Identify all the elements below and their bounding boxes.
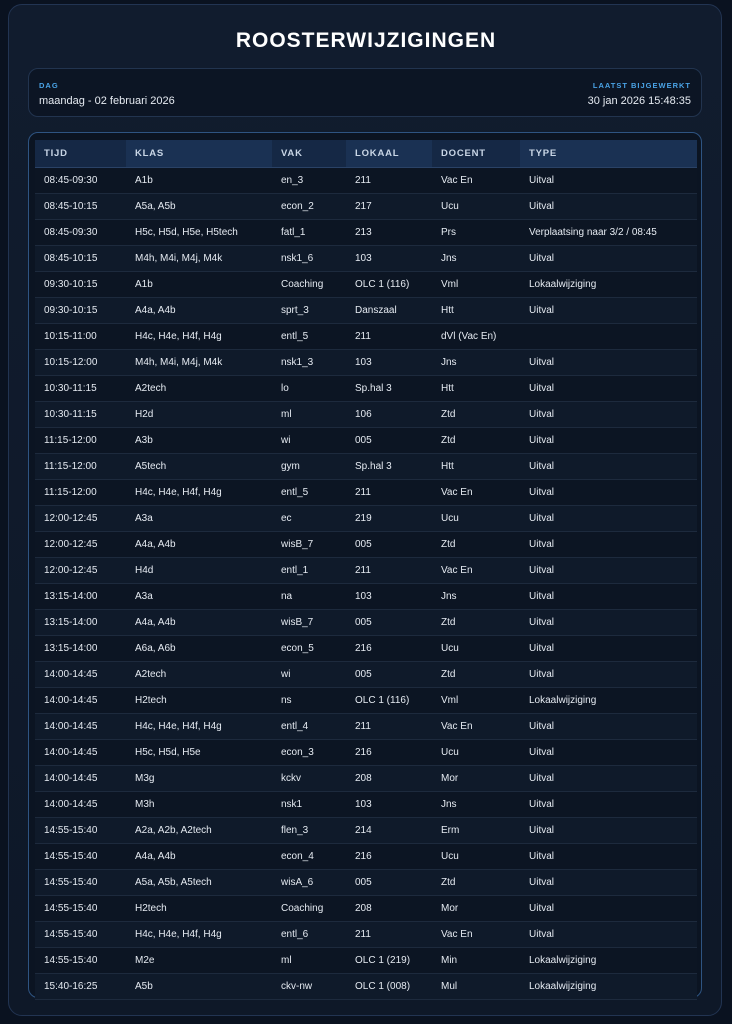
cell-docent: Ztd xyxy=(432,428,520,454)
table-row xyxy=(35,688,697,714)
cell-type: Uitval xyxy=(520,636,697,662)
cell-type: Uitval xyxy=(520,376,697,402)
table-row xyxy=(35,402,697,428)
cell-type: Uitval xyxy=(520,584,697,610)
cell-type xyxy=(520,324,697,350)
cell-docent: Ztd xyxy=(432,662,520,688)
cell-tijd: 08:45-10:15 xyxy=(35,246,126,272)
cell-docent: Mor xyxy=(432,896,520,922)
cell-vak: Coaching xyxy=(272,272,346,298)
table-row xyxy=(35,922,697,948)
cell-docent: Ucu xyxy=(432,740,520,766)
table-row xyxy=(35,636,697,662)
cell-klas: A4a, A4b xyxy=(126,298,272,324)
cell-klas: M3g xyxy=(126,766,272,792)
cell-vak: wisB_7 xyxy=(272,532,346,558)
cell-tijd: 09:30-10:15 xyxy=(35,272,126,298)
cell-docent: Jns xyxy=(432,246,520,272)
cell-vak: en_3 xyxy=(272,168,346,194)
table-row xyxy=(35,480,697,506)
day-value: maandag - 02 februari 2026 xyxy=(39,95,175,107)
cell-klas: A4a, A4b xyxy=(126,844,272,870)
cell-klas: M3h xyxy=(126,792,272,818)
cell-vak: ec xyxy=(272,506,346,532)
cell-type: Uitval xyxy=(520,792,697,818)
cell-klas: A3a xyxy=(126,506,272,532)
cell-klas: H5c, H5d, H5e xyxy=(126,740,272,766)
cell-vak: wisA_6 xyxy=(272,870,346,896)
cell-lokaal: 106 xyxy=(346,402,432,428)
cell-klas: H4c, H4e, H4f, H4g xyxy=(126,714,272,740)
cell-docent: Jns xyxy=(432,792,520,818)
cell-docent: Ztd xyxy=(432,402,520,428)
cell-docent: Jns xyxy=(432,350,520,376)
cell-vak: flen_3 xyxy=(272,818,346,844)
cell-docent: Vac En xyxy=(432,558,520,584)
cell-tijd: 13:15-14:00 xyxy=(35,636,126,662)
cell-vak: nsk1 xyxy=(272,792,346,818)
table-row xyxy=(35,610,697,636)
cell-vak: Coaching xyxy=(272,896,346,922)
day-block xyxy=(39,81,175,107)
table-row xyxy=(35,974,697,1000)
table-row xyxy=(35,246,697,272)
cell-docent: Mor xyxy=(432,766,520,792)
cell-docent: dVl (Vac En) xyxy=(432,324,520,350)
cell-docent: Prs xyxy=(432,220,520,246)
cell-lokaal: 217 xyxy=(346,194,432,220)
table-row xyxy=(35,454,697,480)
cell-tijd: 14:00-14:45 xyxy=(35,766,126,792)
cell-klas: A5a, A5b, A5tech xyxy=(126,870,272,896)
cell-docent: Htt xyxy=(432,454,520,480)
cell-lokaal: 216 xyxy=(346,740,432,766)
cell-tijd: 08:45-09:30 xyxy=(35,168,126,194)
cell-lokaal: 211 xyxy=(346,480,432,506)
cell-klas: H4d xyxy=(126,558,272,584)
cell-type: Uitval xyxy=(520,454,697,480)
cell-klas: A6a, A6b xyxy=(126,636,272,662)
cell-type: Lokaalwijziging xyxy=(520,948,697,974)
cell-tijd: 14:55-15:40 xyxy=(35,818,126,844)
cell-tijd: 10:15-11:00 xyxy=(35,324,126,350)
cell-vak: gym xyxy=(272,454,346,480)
table-row xyxy=(35,870,697,896)
cell-docent: Vml xyxy=(432,272,520,298)
cell-docent: Ucu xyxy=(432,506,520,532)
cell-docent: Ztd xyxy=(432,532,520,558)
table-row xyxy=(35,350,697,376)
cell-docent: Mul xyxy=(432,974,520,1000)
cell-tijd: 09:30-10:15 xyxy=(35,298,126,324)
updated-block xyxy=(588,81,691,107)
cell-klas: H4c, H4e, H4f, H4g xyxy=(126,324,272,350)
cell-tijd: 10:30-11:15 xyxy=(35,376,126,402)
cell-tijd: 14:00-14:45 xyxy=(35,714,126,740)
table-row xyxy=(35,766,697,792)
cell-type: Uitval xyxy=(520,922,697,948)
cell-tijd: 14:00-14:45 xyxy=(35,740,126,766)
cell-lokaal: 005 xyxy=(346,532,432,558)
cell-type: Uitval xyxy=(520,766,697,792)
table-row xyxy=(35,584,697,610)
cell-docent: Vac En xyxy=(432,922,520,948)
cell-vak: ns xyxy=(272,688,346,714)
cell-docent: Htt xyxy=(432,298,520,324)
cell-type: Uitval xyxy=(520,558,697,584)
cell-type: Uitval xyxy=(520,714,697,740)
column-header-klas: KLAS xyxy=(126,140,272,168)
cell-lokaal: 208 xyxy=(346,766,432,792)
table-row xyxy=(35,194,697,220)
cell-lokaal: 211 xyxy=(346,324,432,350)
updated-value: 30 jan 2026 15:48:35 xyxy=(587,95,691,107)
cell-klas: H4c, H4e, H4f, H4g xyxy=(126,480,272,506)
cell-lokaal: Sp.hal 3 xyxy=(346,454,432,480)
table-row xyxy=(35,714,697,740)
cell-klas: A2tech xyxy=(126,376,272,402)
cell-vak: ckv-nw xyxy=(272,974,346,1000)
cell-type: Uitval xyxy=(520,870,697,896)
cell-vak: entl_1 xyxy=(272,558,346,584)
cell-docent: Vac En xyxy=(432,714,520,740)
cell-type: Uitval xyxy=(520,662,697,688)
cell-type: Uitval xyxy=(520,168,697,194)
day-label: DAG xyxy=(39,81,59,90)
table-row xyxy=(35,220,697,246)
cell-tijd: 13:15-14:00 xyxy=(35,584,126,610)
table-row xyxy=(35,168,697,194)
cell-vak: ml xyxy=(272,948,346,974)
table-row xyxy=(35,532,697,558)
column-header-vak: VAK xyxy=(272,140,346,168)
cell-docent: Ucu xyxy=(432,844,520,870)
table-row xyxy=(35,896,697,922)
cell-tijd: 14:55-15:40 xyxy=(35,896,126,922)
cell-lokaal: 103 xyxy=(346,792,432,818)
table-row xyxy=(35,298,697,324)
cell-lokaal: OLC 1 (116) xyxy=(346,272,432,298)
cell-tijd: 10:30-11:15 xyxy=(35,402,126,428)
cell-type: Uitval xyxy=(520,740,697,766)
cell-lokaal: Sp.hal 3 xyxy=(346,376,432,402)
cell-vak: fatl_1 xyxy=(272,220,346,246)
cell-docent: Jns xyxy=(432,584,520,610)
page-title: ROOSTERWIJZIGINGEN xyxy=(235,29,497,52)
cell-klas: A2tech xyxy=(126,662,272,688)
updated-label: LAATST BIJGEWERKT xyxy=(592,81,691,90)
cell-tijd: 10:15-12:00 xyxy=(35,350,126,376)
cell-vak: nsk1_3 xyxy=(272,350,346,376)
cell-lokaal: 211 xyxy=(346,558,432,584)
cell-klas: A5a, A5b xyxy=(126,194,272,220)
schedule-panel xyxy=(8,4,722,1016)
cell-lokaal: 005 xyxy=(346,662,432,688)
column-header-lokaal: LOKAAL xyxy=(346,140,432,168)
cell-klas: M2e xyxy=(126,948,272,974)
cell-lokaal: 216 xyxy=(346,636,432,662)
table-row xyxy=(35,740,697,766)
cell-klas: A1b xyxy=(126,272,272,298)
cell-lokaal: 211 xyxy=(346,168,432,194)
schedule-table xyxy=(35,140,697,1000)
cell-docent: Erm xyxy=(432,818,520,844)
table-row xyxy=(35,558,697,584)
cell-klas: M4h, M4i, M4j, M4k xyxy=(126,246,272,272)
cell-lokaal: OLC 1 (219) xyxy=(346,948,432,974)
cell-type: Uitval xyxy=(520,610,697,636)
table-header-row xyxy=(35,140,697,168)
cell-type: Lokaalwijziging xyxy=(520,974,697,1000)
cell-docent: Min xyxy=(432,948,520,974)
table-row xyxy=(35,662,697,688)
cell-tijd: 15:40-16:25 xyxy=(35,974,126,1000)
cell-lokaal: 103 xyxy=(346,246,432,272)
cell-vak: sprt_3 xyxy=(272,298,346,324)
cell-tijd: 14:00-14:45 xyxy=(35,662,126,688)
cell-klas: H2tech xyxy=(126,896,272,922)
cell-lokaal: 211 xyxy=(346,922,432,948)
cell-tijd: 11:15-12:00 xyxy=(35,454,126,480)
cell-tijd: 14:00-14:45 xyxy=(35,688,126,714)
cell-type: Uitval xyxy=(520,844,697,870)
column-header-tijd: TIJD xyxy=(35,140,126,168)
cell-tijd: 08:45-09:30 xyxy=(35,220,126,246)
table-row xyxy=(35,844,697,870)
cell-klas: A3b xyxy=(126,428,272,454)
cell-type: Uitval xyxy=(520,194,697,220)
cell-type: Uitval xyxy=(520,896,697,922)
cell-tijd: 14:55-15:40 xyxy=(35,870,126,896)
cell-type: Uitval xyxy=(520,350,697,376)
cell-docent: Vml xyxy=(432,688,520,714)
cell-tijd: 14:55-15:40 xyxy=(35,948,126,974)
cell-type: Verplaatsing naar 3/2 / 08:45 xyxy=(520,220,697,246)
cell-type: Uitval xyxy=(520,246,697,272)
cell-lokaal: Danszaal xyxy=(346,298,432,324)
cell-lokaal: 005 xyxy=(346,870,432,896)
cell-vak: wi xyxy=(272,662,346,688)
cell-vak: kckv xyxy=(272,766,346,792)
cell-lokaal: OLC 1 (008) xyxy=(346,974,432,1000)
cell-lokaal: 103 xyxy=(346,584,432,610)
cell-vak: entl_6 xyxy=(272,922,346,948)
table-row xyxy=(35,324,697,350)
cell-klas: A4a, A4b xyxy=(126,532,272,558)
table-row xyxy=(35,792,697,818)
cell-vak: entl_5 xyxy=(272,324,346,350)
cell-klas: A4a, A4b xyxy=(126,610,272,636)
cell-type: Uitval xyxy=(520,818,697,844)
cell-type: Lokaalwijziging xyxy=(520,688,697,714)
cell-tijd: 12:00-12:45 xyxy=(35,506,126,532)
cell-docent: Htt xyxy=(432,376,520,402)
cell-docent: Vac En xyxy=(432,168,520,194)
cell-lokaal: 216 xyxy=(346,844,432,870)
cell-klas: A1b xyxy=(126,168,272,194)
cell-docent: Ucu xyxy=(432,194,520,220)
cell-tijd: 14:55-15:40 xyxy=(35,844,126,870)
cell-vak: entl_4 xyxy=(272,714,346,740)
cell-lokaal: 103 xyxy=(346,350,432,376)
cell-vak: wi xyxy=(272,428,346,454)
cell-lokaal: 214 xyxy=(346,818,432,844)
cell-klas: M4h, M4i, M4j, M4k xyxy=(126,350,272,376)
cell-klas: H5c, H5d, H5e, H5tech xyxy=(126,220,272,246)
table-row xyxy=(35,506,697,532)
column-header-type: TYPE xyxy=(520,140,697,168)
cell-klas: H2d xyxy=(126,402,272,428)
cell-klas: A5b xyxy=(126,974,272,1000)
cell-lokaal: OLC 1 (116) xyxy=(346,688,432,714)
cell-vak: lo xyxy=(272,376,346,402)
cell-docent: Vac En xyxy=(432,480,520,506)
cell-klas: H4c, H4e, H4f, H4g xyxy=(126,922,272,948)
cell-klas: A2a, A2b, A2tech xyxy=(126,818,272,844)
cell-klas: H2tech xyxy=(126,688,272,714)
cell-lokaal: 208 xyxy=(346,896,432,922)
cell-tijd: 11:15-12:00 xyxy=(35,480,126,506)
cell-type: Uitval xyxy=(520,506,697,532)
cell-vak: ml xyxy=(272,402,346,428)
cell-lokaal: 211 xyxy=(346,714,432,740)
cell-docent: Ztd xyxy=(432,610,520,636)
cell-tijd: 08:45-10:15 xyxy=(35,194,126,220)
cell-lokaal: 005 xyxy=(346,610,432,636)
cell-vak: wisB_7 xyxy=(272,610,346,636)
cell-vak: nsk1_6 xyxy=(272,246,346,272)
cell-vak: na xyxy=(272,584,346,610)
cell-tijd: 14:00-14:45 xyxy=(35,792,126,818)
schedule-table-container[interactable] xyxy=(28,132,702,998)
cell-vak: econ_4 xyxy=(272,844,346,870)
cell-lokaal: 005 xyxy=(346,428,432,454)
cell-tijd: 13:15-14:00 xyxy=(35,610,126,636)
cell-type: Lokaalwijziging xyxy=(520,272,697,298)
cell-lokaal: 213 xyxy=(346,220,432,246)
cell-type: Uitval xyxy=(520,480,697,506)
column-header-docent: DOCENT xyxy=(432,140,520,168)
cell-tijd: 12:00-12:45 xyxy=(35,558,126,584)
cell-type: Uitval xyxy=(520,532,697,558)
cell-docent: Ztd xyxy=(432,870,520,896)
table-row xyxy=(35,376,697,402)
cell-vak: econ_5 xyxy=(272,636,346,662)
cell-type: Uitval xyxy=(520,298,697,324)
cell-vak: econ_2 xyxy=(272,194,346,220)
cell-tijd: 14:55-15:40 xyxy=(35,922,126,948)
cell-klas: A3a xyxy=(126,584,272,610)
table-row xyxy=(35,948,697,974)
cell-tijd: 12:00-12:45 xyxy=(35,532,126,558)
cell-type: Uitval xyxy=(520,428,697,454)
table-row xyxy=(35,818,697,844)
cell-vak: econ_3 xyxy=(272,740,346,766)
table-row xyxy=(35,272,697,298)
cell-klas: A5tech xyxy=(126,454,272,480)
cell-tijd: 11:15-12:00 xyxy=(35,428,126,454)
info-bar xyxy=(28,68,702,117)
table-row xyxy=(35,428,697,454)
cell-lokaal: 219 xyxy=(346,506,432,532)
cell-vak: entl_5 xyxy=(272,480,346,506)
cell-type: Uitval xyxy=(520,402,697,428)
cell-docent: Ucu xyxy=(432,636,520,662)
